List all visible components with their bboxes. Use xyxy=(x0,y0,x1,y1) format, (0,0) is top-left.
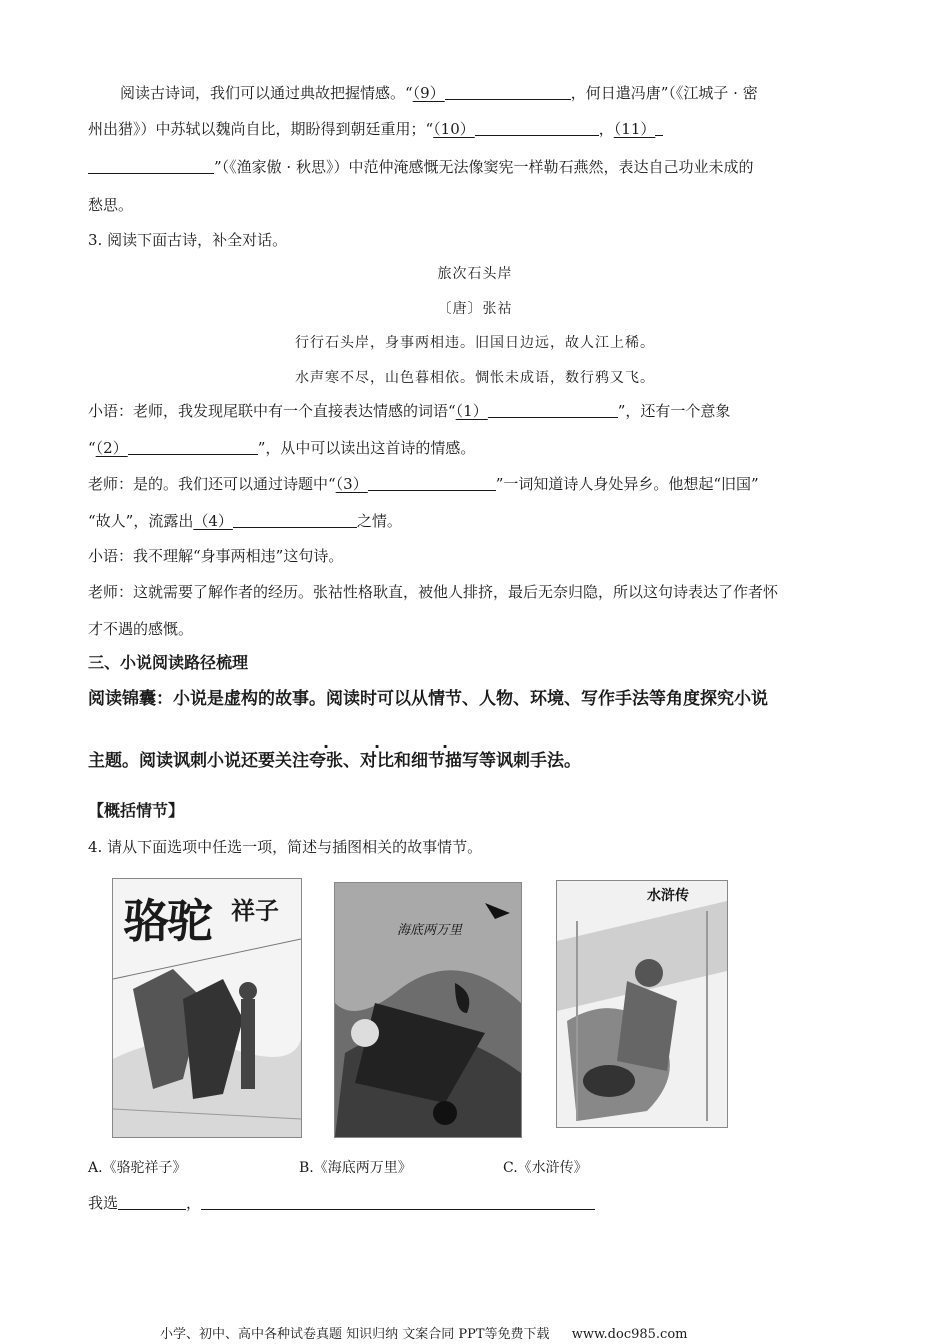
para1-line4: 愁思。 xyxy=(88,196,134,214)
option-a[interactable]: A.《骆驼祥子》 xyxy=(88,1160,187,1176)
cover-twenty-thousand-leagues xyxy=(334,882,522,1138)
dialog-line-6: 老师：这就需要了解作者的经历。张祜性格耿直，被他人排挤，最后无奈归隐，所以这句诗表达了作者怀 xyxy=(88,583,779,601)
para1-line3: ”（《渔家傲 · 秋思》）中范仲淹感慨无法像窦宪一样勒石燕然，表达自己功业未成的 xyxy=(88,156,753,178)
poem-title: 旅次石头岸 xyxy=(437,266,513,282)
dialog-line-3: 老师：是的。我们还可以通过诗题中“（3） ”一词知道诗人身处异乡。他想起“旧国” xyxy=(88,475,759,493)
reading-tips-line-1: 阅读锦囊：小说是虚构的故事。阅读时可以从情节、人物、环境、写作手法等角度探究小说 xyxy=(88,689,768,709)
answer-plot-blank[interactable] xyxy=(201,1193,595,1210)
para1-line1: 阅读古诗词，我们可以通过典故把握情感。“（9） ，何日遣冯唐”（《江城子 · 密 xyxy=(120,84,758,102)
page-footer xyxy=(160,1323,687,1342)
reading-tips-line-2: 主题。阅读讽刺小说还要关注夸张、对比和细节描写等讽刺手法。 xyxy=(88,751,581,771)
blank-10[interactable]: （10） xyxy=(433,120,599,138)
blank-11-cont[interactable] xyxy=(88,157,214,174)
section-heading: 三、小说阅读路径梳理 xyxy=(88,653,249,672)
footer-site[interactable]: www.doc985.com xyxy=(571,1327,688,1342)
footer-text: 小学、初中、高中各种试卷真题 知识归纳 文案合同 PPT等免费下载 xyxy=(160,1327,550,1342)
cover-water-margin xyxy=(556,880,728,1128)
keyword-contrast: 对比 xyxy=(360,751,394,771)
cover-1-title: 骆驼 xyxy=(123,894,211,948)
cover-2-title: 海底两万里 xyxy=(397,923,463,938)
cover-1-title-2: 祥子 xyxy=(231,897,279,925)
option-b[interactable]: B.《海底两万里》 xyxy=(299,1160,412,1176)
answer-choice-blank[interactable] xyxy=(118,1193,186,1210)
q3-stem: 3. 阅读下面古诗，补全对话。 xyxy=(88,231,288,249)
sub-heading: 【概括情节】 xyxy=(88,801,185,820)
blank-4[interactable]: （4） xyxy=(193,512,357,530)
cover-3-title: 水浒传 xyxy=(647,888,689,904)
dialog-line-7: 才不遇的感慨。 xyxy=(88,620,194,638)
dialog-line-2: “（2） ”，从中可以读出这首诗的情感。 xyxy=(88,439,476,457)
dialog-line-4: “故人”，流露出（4） 之情。 xyxy=(88,512,402,530)
poem-line-1: 行行石头岸，身事两相违。旧国日边远，故人江上稀。 xyxy=(295,335,655,351)
blank-1[interactable]: （1） xyxy=(456,402,618,420)
blank-11[interactable]: （11） xyxy=(614,120,664,138)
para1-line2: 州出猎》）中苏轼以魏尚自比，期盼得到朝廷重用；“（10） ，（11） xyxy=(88,118,663,140)
option-c[interactable]: C.《水浒传》 xyxy=(503,1160,588,1176)
keyword-detail: 细节描写 xyxy=(411,751,479,771)
blank-9[interactable]: （9） xyxy=(413,84,571,102)
poem-line-2: 水声寒不尽，山色暮相依。惆怅未成语，数行鸦又飞。 xyxy=(295,370,655,386)
blank-3[interactable]: （3） xyxy=(336,475,496,493)
dialog-line-5: 小语：我不理解“身事两相违”这句诗。 xyxy=(88,547,344,565)
blank-2[interactable]: （2） xyxy=(96,439,258,457)
water-margin-illustration xyxy=(557,881,727,1127)
dialog-line-1: 小语：老师，我发现尾联中有一个直接表达情感的词语“（1） ”，还有一个意象 xyxy=(88,402,731,420)
answer-line: 我选 ， xyxy=(88,1192,595,1214)
poem-author: 〔唐〕张祜 xyxy=(437,301,513,317)
q4-stem: 4. 请从下面选项中任选一项，简述与插图相关的故事情节。 xyxy=(88,838,483,856)
cover-camel-xiangzi xyxy=(112,878,302,1138)
keyword-exaggeration: 夸张 xyxy=(309,751,343,771)
